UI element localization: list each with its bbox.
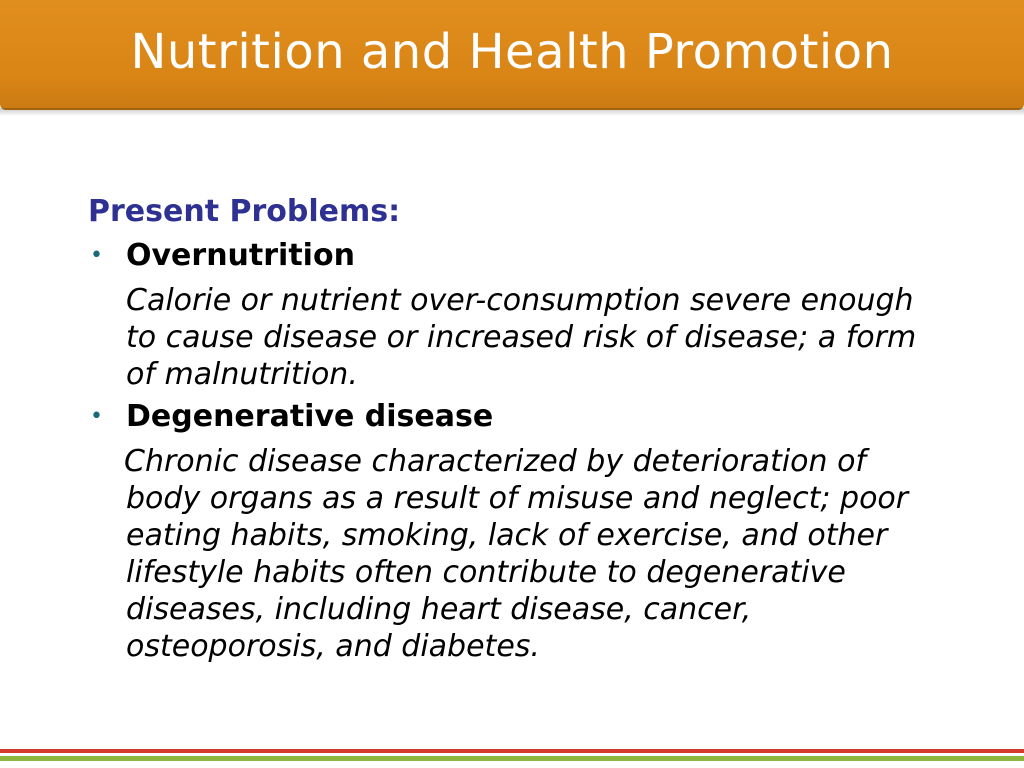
bullet-item-title: Overnutrition	[126, 238, 355, 273]
bullet-item-overnutrition	[86, 234, 946, 393]
slide-title: Nutrition and Health Promotion	[130, 24, 894, 80]
bullet-item-description: Chronic disease characterized by deterioration of body organs as a result of misuse and neglect; poor eating habits, smoking, lack of exercise, and other lifestyle habits often contribute to degenerative diseases, including heart disease, cancer, osteoporosis, and diabetes.	[124, 444, 909, 664]
footer-divider-green	[0, 756, 1024, 761]
slide-body	[86, 192, 946, 667]
section-heading: Present Problems:	[88, 194, 401, 229]
bullet-item-title: Degenerative disease	[126, 399, 494, 434]
title-bar-shadow	[0, 108, 1024, 116]
bullet-icon: •	[90, 243, 103, 268]
bullet-item-description: Calorie or nutrient over-consumption severe enough to cause disease or increased risk of disease; a form of malnutrition.	[126, 283, 917, 392]
bullet-icon: •	[90, 404, 103, 429]
bullet-item-degenerative-disease	[86, 395, 946, 665]
footer-divider-red	[0, 749, 1024, 753]
